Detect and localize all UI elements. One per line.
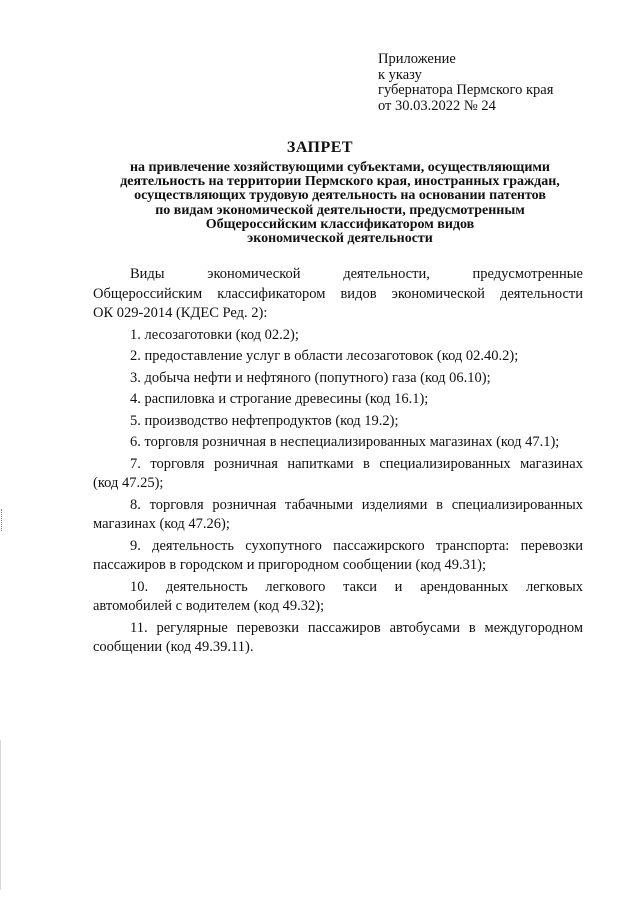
- list-item-line: 11. регулярные перевозки пассажиров автобусами в междугородном: [130, 619, 583, 636]
- intro-word: предусмотренные: [472, 266, 583, 282]
- list-item: [93, 578, 583, 617]
- list-item-line: сообщении (код 49.39.11).: [93, 639, 254, 655]
- document-body: [93, 265, 583, 660]
- list-item: [93, 496, 583, 535]
- list-item-line: 9. деятельность сухопутного пассажирского транспорта: перевозки: [130, 537, 583, 554]
- list-item-line: 8. торговля розничная табачными изделиями в специализированных: [130, 496, 583, 513]
- intro-word: Виды: [130, 266, 165, 282]
- list-item: [93, 455, 583, 494]
- list-item: 6. торговля розничная в неспециализированных магазинах (код 47.1);: [130, 434, 560, 450]
- activity-list: [93, 326, 583, 658]
- subtitle-line: по видам экономической деятельности, предусмотренным: [155, 202, 525, 218]
- scan-margin-mark: [1, 509, 4, 531]
- intro-word: деятельности,: [343, 266, 430, 282]
- subtitle-line: осуществляющих трудовую деятельность на основании патентов: [134, 188, 546, 204]
- document-title: ЗАПРЕТ: [286, 139, 354, 156]
- list-item-line: магазинах (код 47.26);: [93, 516, 230, 532]
- appendix-line-3: губернатора Пермского края: [378, 82, 554, 98]
- list-item: 2. предоставление услуг в области лесозаготовок (код 02.40.2);: [130, 348, 519, 364]
- document-subtitle: [90, 161, 590, 246]
- intro-word: экономической: [207, 266, 301, 282]
- appendix-line-4: от 30.03.2022 № 24: [378, 97, 496, 114]
- scan-edge-line: [0, 740, 1, 890]
- list-item: 4. распиловка и строгание древесины (код 16.1);: [130, 391, 429, 407]
- list-item-line: 10. деятельность легкового такси и арендованных легковых: [130, 578, 583, 595]
- subtitle-line: Общероссийским классификатором видов: [205, 216, 475, 232]
- list-item: 1. лесозаготовки (код 02.2);: [130, 326, 299, 343]
- appendix-line-1: Приложение: [378, 51, 456, 67]
- intro-line-1: [93, 265, 583, 285]
- list-item-line: пассажиров в городском и пригородном сообщении (код 49.31);: [93, 557, 486, 573]
- list-item-line: (код 47.25);: [93, 475, 164, 491]
- list-item: [93, 537, 583, 576]
- list-item: 3. добыча нефти и нефтяного (попутного) газа (код 06.10);: [130, 369, 491, 386]
- subtitle-line: на привлечение хозяйствующими субъектами, осуществляющими: [129, 160, 551, 175]
- appendix-line-2: к указу: [378, 66, 422, 83]
- intro-line-2: Общероссийским классификатором видов экономической деятельности: [93, 285, 583, 302]
- list-item-line: 7. торговля розничная напитками в специализированных магазинах: [130, 455, 583, 472]
- list-item-line: автомобилей с водителем (код 49.32);: [93, 598, 325, 614]
- subtitle-line: экономической деятельности: [247, 231, 433, 247]
- list-item: 5. производство нефтепродуктов (код 19.2);: [130, 412, 399, 429]
- intro-line-3: ОК 029-2014 (КДЕС Ред. 2):: [93, 305, 268, 321]
- appendix-header: [378, 52, 553, 114]
- subtitle-line: деятельность на территории Пермского края, иностранных граждан,: [120, 174, 560, 190]
- list-item: [93, 619, 583, 658]
